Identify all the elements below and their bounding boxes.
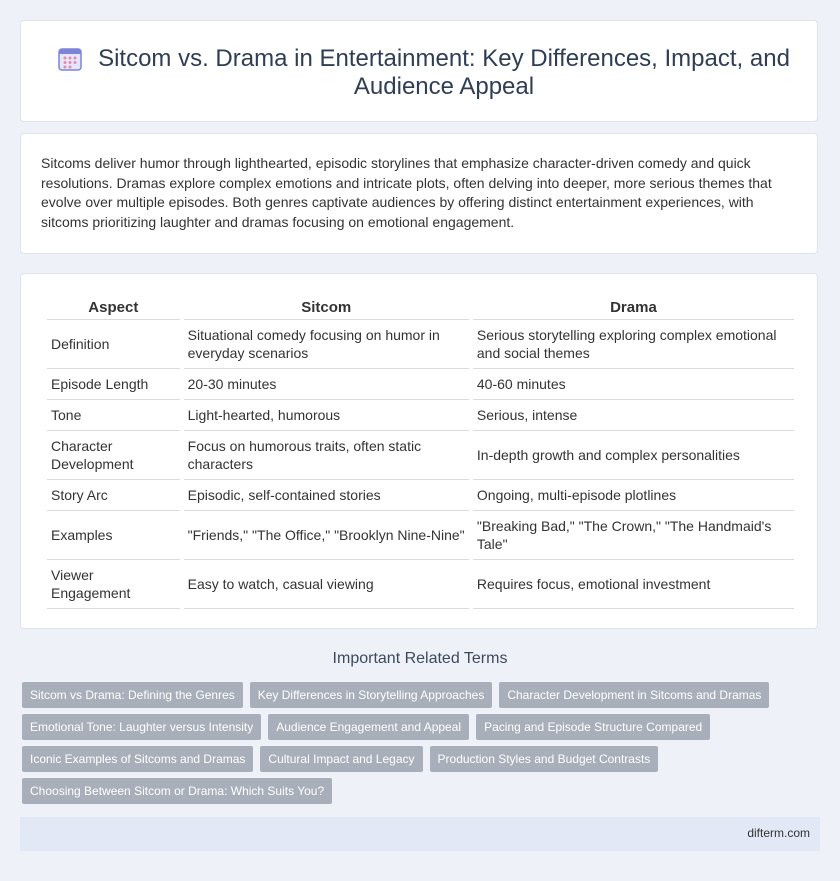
- drama-cell: 40-60 minutes: [473, 369, 794, 400]
- table-row: [47, 369, 794, 400]
- sitcom-cell: Light-hearted, humorous: [184, 400, 469, 431]
- sitcom-cell: Situational comedy focusing on humor in everyday scenarios: [184, 320, 469, 369]
- related-term-tag[interactable]: Production Styles and Budget Contrasts: [430, 746, 659, 772]
- table-header-row: [47, 296, 794, 320]
- aspect-cell: Viewer Engagement: [47, 560, 180, 609]
- drama-cell: Requires focus, emotional investment: [473, 560, 794, 609]
- sitcom-cell: Episodic, self-contained stories: [184, 480, 469, 511]
- related-term-tag[interactable]: Choosing Between Sitcom or Drama: Which Suits You?: [22, 778, 332, 804]
- table-row: [47, 431, 794, 480]
- aspect-cell: Examples: [47, 511, 180, 560]
- table-row: [47, 320, 794, 369]
- drama-cell: In-depth growth and complex personalities: [473, 431, 794, 480]
- drama-cell: "Breaking Bad," "The Crown," "The Handmaid's Tale": [473, 511, 794, 560]
- related-terms-list: [22, 682, 802, 804]
- sitcom-cell: 20-30 minutes: [184, 369, 469, 400]
- table-row: [47, 400, 794, 431]
- comparison-card: [20, 273, 818, 629]
- related-terms-title: Important Related Terms: [332, 650, 508, 667]
- related-term-tag[interactable]: Audience Engagement and Appeal: [268, 714, 469, 740]
- related-term-tag[interactable]: Key Differences in Storytelling Approaches: [250, 682, 493, 708]
- related-term-tag[interactable]: Character Development in Sitcoms and Dramas: [499, 682, 769, 708]
- drama-cell: Serious storytelling exploring complex emotional and social themes: [473, 320, 794, 369]
- intro-card: [20, 133, 818, 254]
- aspect-cell: Story Arc: [47, 480, 180, 511]
- drama-cell: Serious, intense: [473, 400, 794, 431]
- related-term-tag[interactable]: Cultural Impact and Legacy: [260, 746, 422, 772]
- aspect-cell: Tone: [47, 400, 180, 431]
- aspect-cell: Character Development: [47, 431, 180, 480]
- table-row: [47, 480, 794, 511]
- aspect-cell: Definition: [47, 320, 180, 369]
- header-drama: Drama: [473, 296, 794, 320]
- related-term-tag[interactable]: Emotional Tone: Laughter versus Intensity: [22, 714, 261, 740]
- sitcom-cell: "Friends," "The Office," "Brooklyn Nine-Nine": [184, 511, 469, 560]
- aspect-cell: Episode Length: [47, 369, 180, 400]
- page-title: Sitcom vs. Drama in Entertainment: Key Differences, Impact, and Audience Appeal: [98, 45, 790, 100]
- drama-cell: Ongoing, multi-episode plotlines: [473, 480, 794, 511]
- header-card: [20, 20, 818, 122]
- related-term-tag[interactable]: Pacing and Episode Structure Compared: [476, 714, 710, 740]
- footer-site-link[interactable]: difterm.com: [747, 826, 810, 840]
- header-aspect: Aspect: [47, 296, 180, 320]
- table-row: [47, 511, 794, 560]
- sitcom-cell: Easy to watch, casual viewing: [184, 560, 469, 609]
- footer-bar: [20, 817, 820, 851]
- intro-paragraph: Sitcoms deliver humor through lighthearted, episodic storylines that emphasize character-driven comedy and quick resolutions. Dramas explore complex emotions and intricate plots, often delving into deeper, more serious themes that evolve over multiple episodes. Both genres captivate audiences by offering distinct entertainment experiences, with sitcoms prioritizing laughter and dramas focusing on emotional engagement.: [41, 155, 772, 230]
- related-term-tag[interactable]: Sitcom vs Drama: Defining the Genres: [22, 682, 243, 708]
- related-term-tag[interactable]: Iconic Examples of Sitcoms and Dramas: [22, 746, 253, 772]
- table-row: [47, 560, 794, 609]
- header-sitcom: Sitcom: [184, 296, 469, 320]
- comparison-table: [43, 296, 798, 609]
- sitcom-cell: Focus on humorous traits, often static characters: [184, 431, 469, 480]
